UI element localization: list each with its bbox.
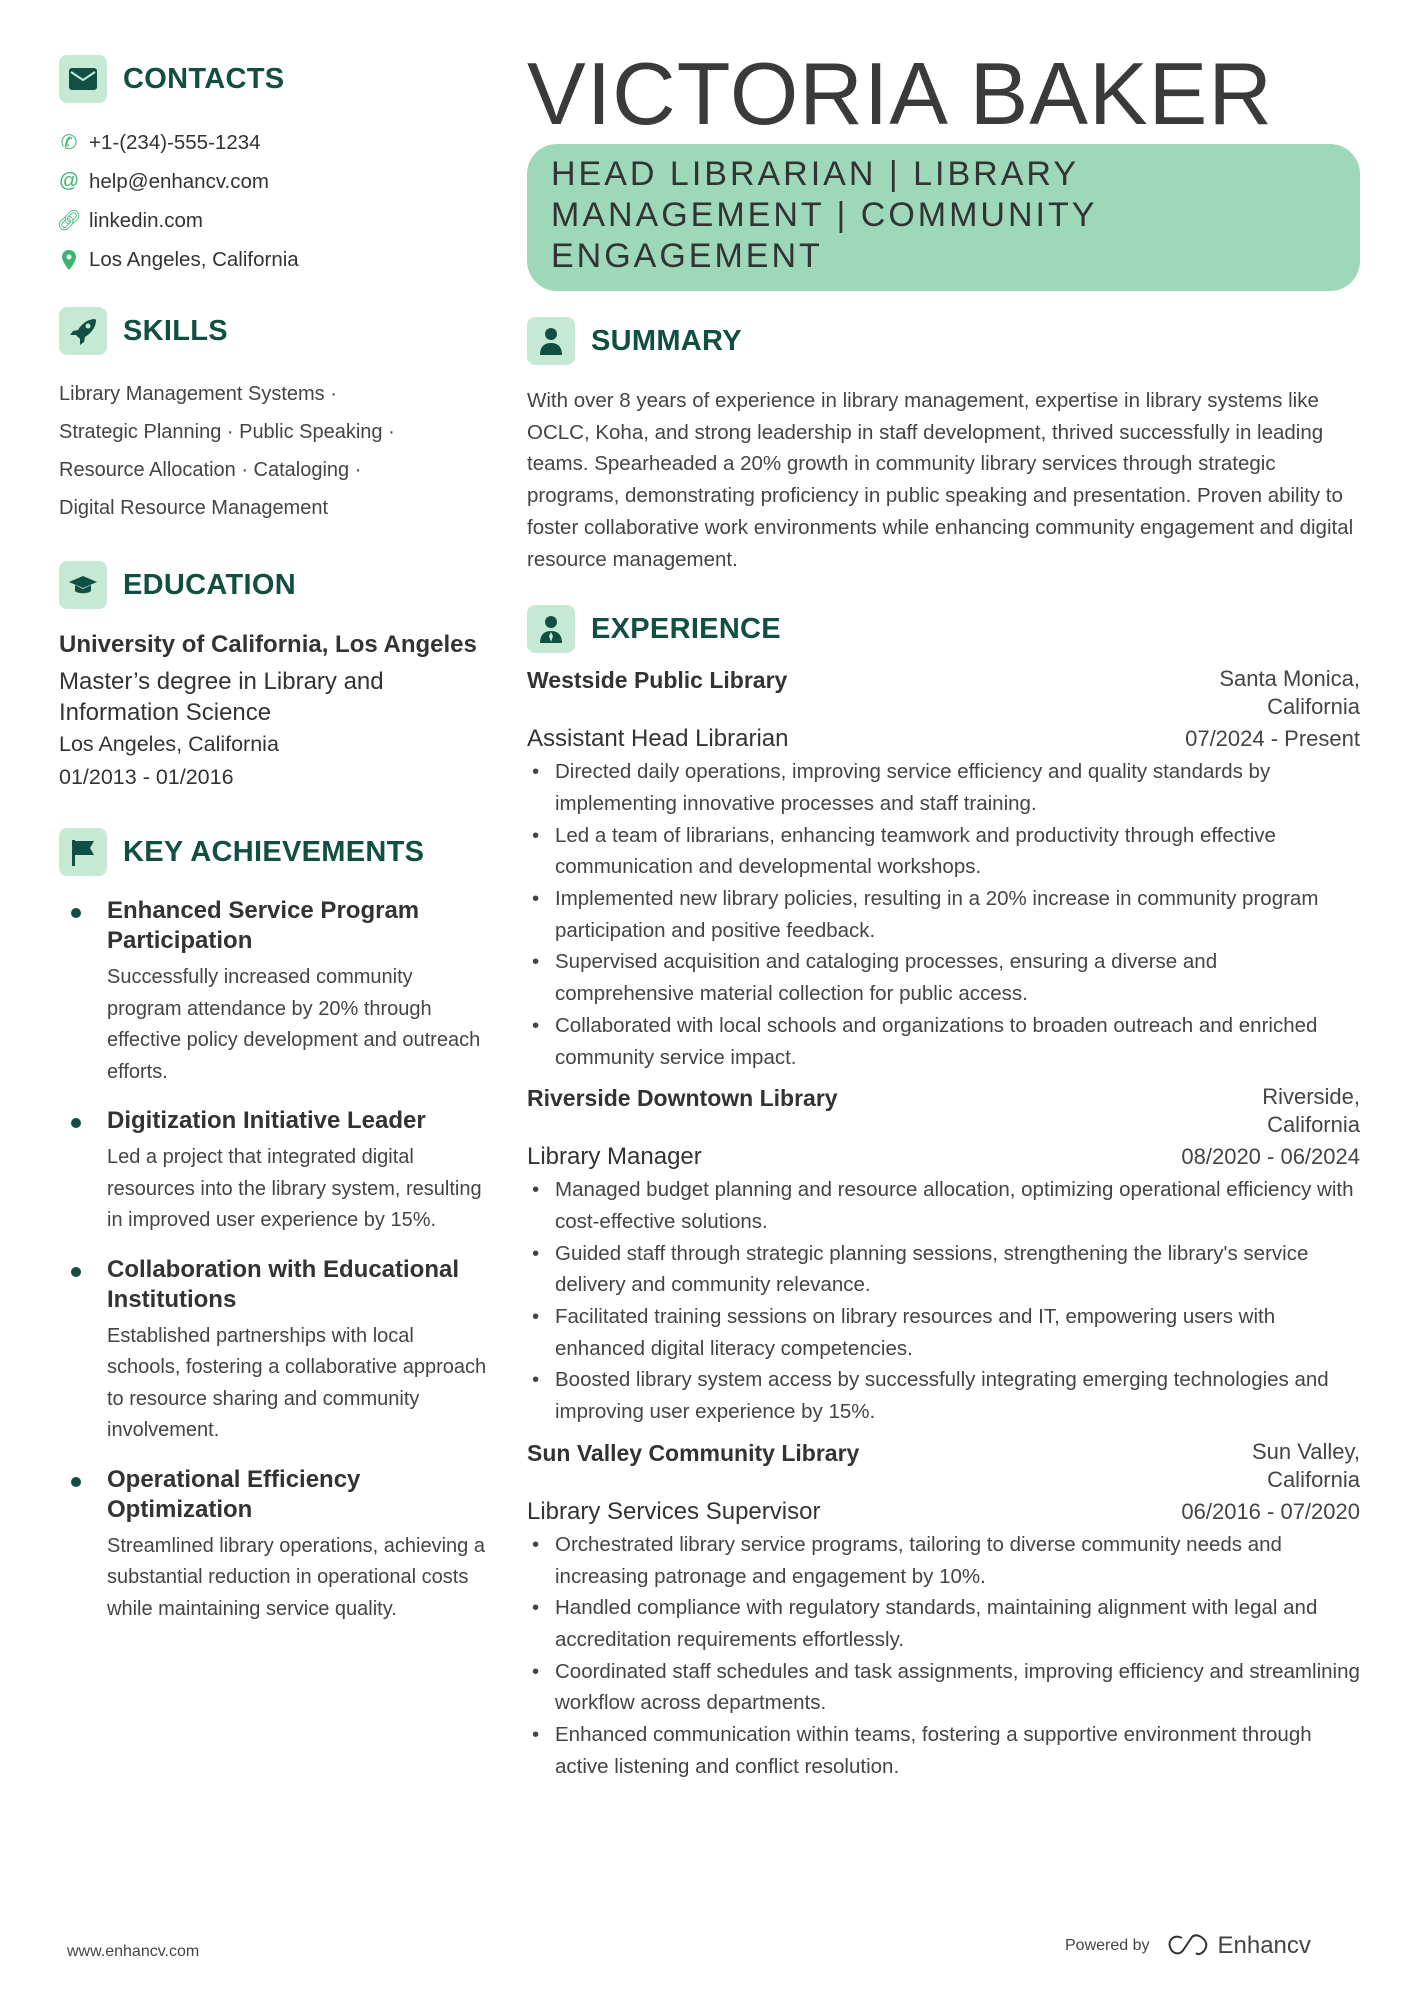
job-bullets [527, 1174, 1360, 1428]
experience-header: EXPERIENCE [527, 605, 1360, 653]
job-bullets [527, 1529, 1360, 1783]
achievement-item: Digitization Initiative Leader Led a project that integrated digital resources into the library system, resulting in improved user experience by 15%. [59, 1106, 489, 1237]
enhancv-logo-icon [1166, 1934, 1210, 1958]
job-location: Riverside, California [1262, 1084, 1360, 1138]
briefcase-user-icon [527, 605, 575, 653]
headline: HEAD LIBRARIAN | LIBRARY MANAGEMENT | COMMUNITY ENGAGEMENT [551, 155, 1097, 275]
job-bullet: • Enhanced communication within teams, fostering a supportive environment through active listening and conflict resolution. [527, 1719, 1360, 1782]
achievements-header: KEY ACHIEVEMENTS [59, 828, 489, 876]
job-location: Santa Monica, California [1219, 666, 1360, 720]
education-header: EDUCATION [59, 561, 489, 609]
job-bullet: • Handled compliance with regulatory standards, maintaining alignment with legal and accreditation requirements effortlessly. [527, 1592, 1360, 1655]
right-column [527, 44, 1360, 1783]
at-icon: @ [58, 170, 80, 192]
flag-icon [59, 828, 107, 876]
user-icon [527, 317, 575, 365]
job-dates: 08/2020 - 06/2024 [1181, 1144, 1360, 1170]
summary-header: SUMMARY [527, 317, 1360, 365]
candidate-name: VICTORIA BAKER [527, 44, 1273, 143]
contact-email[interactable]: @ help@enhancv.com [58, 169, 269, 193]
job-entry [527, 1083, 1360, 1428]
job-company: Westside Public Library [527, 667, 788, 694]
job-bullet: • Directed daily operations, improving service efficiency and quality standards by implementing innovative processes and staff training. [527, 756, 1360, 819]
education-entry: University of California, Los Angeles Master’s degree in Library and Information Science Los Angeles, California 01/2013 - 01/2016 [59, 631, 477, 789]
job-dates: 07/2024 - Present [1185, 726, 1360, 752]
phone-icon: ✆ [60, 132, 78, 154]
left-column [56, 55, 489, 1643]
job-bullet: • Managed budget planning and resource allocation, optimizing operational efficiency with cost-effective solutions. [527, 1174, 1360, 1237]
footer-website[interactable]: www.enhancv.com [67, 1943, 200, 1960]
job-bullet: • Orchestrated library service programs, tailoring to diverse community needs and increasing patronage and engagement by 10%. [527, 1529, 1360, 1592]
rocket-icon [59, 307, 107, 355]
enhancv-logo: Enhancv [1166, 1932, 1311, 1960]
link-icon: 🔗︎ [56, 210, 82, 232]
job-bullet: • Collaborated with local schools and organizations to broaden outreach and enriched community service impact. [527, 1010, 1360, 1073]
job-bullet: • Guided staff through strategic planning sessions, strengthening the library's service delivery and community relevance. [527, 1238, 1360, 1301]
achievement-item: Operational Efficiency Optimization Streamlined library operations, achieving a substantial reduction in operational costs while maintaining service quality. [59, 1465, 489, 1626]
job-bullet: • Facilitated training sessions on library resources and IT, empowering users with enhanced digital literacy competencies. [527, 1301, 1360, 1364]
job-role: Library Manager [527, 1143, 702, 1171]
job-bullet: • Boosted library system access by successfully integrating emerging technologies and improving user experience by 15%. [527, 1364, 1360, 1427]
job-bullets [527, 756, 1360, 1073]
summary-text: With over 8 years of experience in library management, expertise in library systems like OCLC, Koha, and strong leadership in staff development, thrived successfully in leading teams. Spearheaded a 20% growth in community library services through strategic programs, demonstrating proficiency in public speaking and presentation. Proven ability to foster collaborative work environments while enhancing community engagement and digital resource management. [527, 389, 1354, 571]
job-bullet: • Implemented new library policies, resulting in a 20% increase in community program participation and positive feedback. [527, 883, 1360, 946]
contacts-header: CONTACTS [59, 55, 489, 103]
headline-box [527, 144, 1360, 291]
job-bullet: • Coordinated staff schedules and task assignments, improving efficiency and streamlining workflow across departments. [527, 1656, 1360, 1719]
experience-list [527, 665, 1360, 1782]
job-role: Assistant Head Librarian [527, 725, 789, 753]
job-location: Sun Valley, California [1251, 1438, 1360, 1492]
job-company: Sun Valley Community Library [527, 1439, 860, 1466]
job-entry [527, 665, 1360, 1073]
contact-phone: ✆ +1-(234)-555-1234 [60, 130, 261, 154]
job-company: Riverside Downtown Library [527, 1085, 838, 1112]
location-pin-icon [59, 250, 79, 270]
achievement-item: Enhanced Service Program Participation Successfully increased community program attendance by 20% through effective policy development and outreach efforts. [59, 896, 489, 1088]
skills-header: SKILLS [59, 307, 489, 355]
skills-list: Library Management Systems · Strategic Planning · Public Speaking · Resource Allocation · Cataloging · Digital Resource Management [59, 383, 395, 519]
achievement-item: Collaboration with Educational Institutions Established partnerships with local schools, fostering a collaborative approach to resource sharing and community involvement. [59, 1255, 489, 1447]
job-entry [527, 1438, 1360, 1783]
footer-powered: Powered by Enhancv [1065, 1932, 1311, 1959]
envelope-icon [59, 55, 107, 103]
job-bullet: • Supervised acquisition and cataloging processes, ensuring a diverse and comprehensive material collection for public access. [527, 946, 1360, 1009]
contact-link[interactable]: 🔗︎ linkedin.com [56, 208, 203, 232]
job-bullet: • Led a team of librarians, enhancing teamwork and productivity through effective communication and developmental workshops. [527, 820, 1360, 883]
graduation-cap-icon [59, 561, 107, 609]
contact-location: Los Angeles, California [59, 240, 489, 279]
job-role: Library Services Supervisor [527, 1497, 821, 1525]
achievements-list [59, 896, 489, 1625]
job-dates: 06/2016 - 07/2020 [1181, 1498, 1360, 1524]
